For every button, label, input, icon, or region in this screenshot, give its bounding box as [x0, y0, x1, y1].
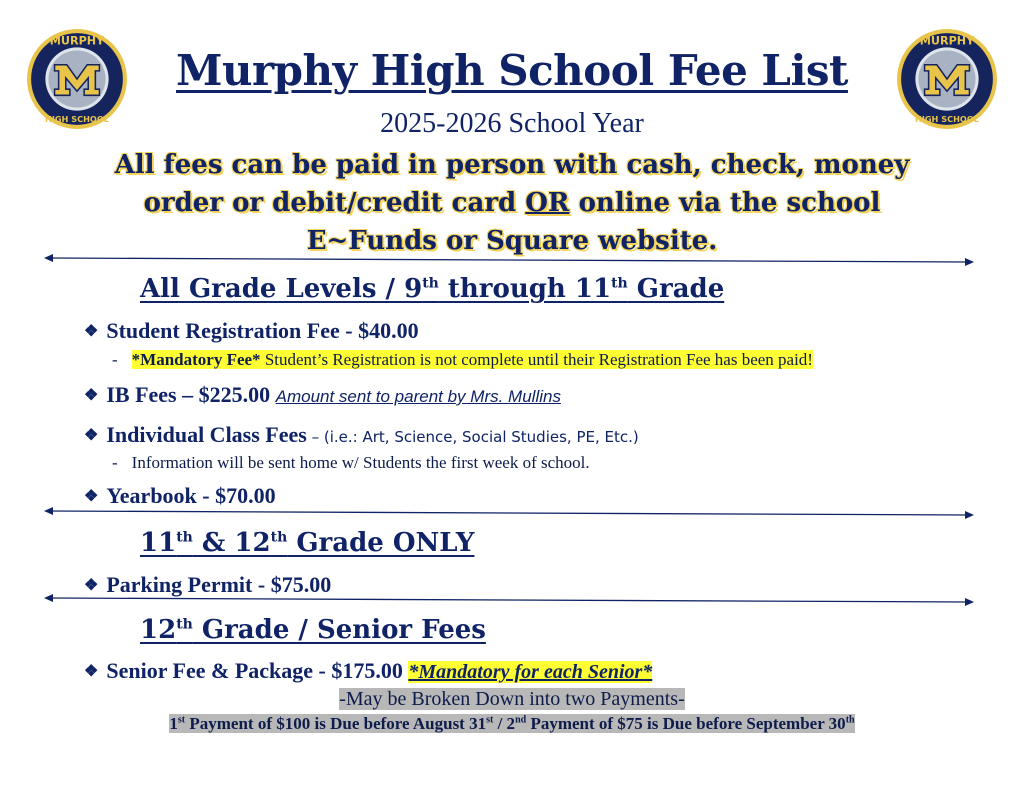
- fee-senior: ❖ Senior Fee & Package - $175.00 *Mandatory for each Senior*: [84, 658, 653, 683]
- section-heading-11-12: 11th & 12th Grade ONLY: [140, 528, 475, 558]
- fee-parking: ❖ Parking Permit - $75.00: [84, 572, 332, 597]
- registration-note: - *Mandatory Fee* Student’s Registration is not complete until their Registration Fee has been paid!: [112, 350, 813, 369]
- svg-text:HIGH SCHOOL: HIGH SCHOOL: [45, 113, 109, 124]
- payment-breakdown: -May be Broken Down into two Payments-: [339, 688, 685, 710]
- diamond-bullet-icon: ❖: [84, 323, 99, 340]
- payment-notice: All fees can be paid in person with cash, check, money order or debit/credit card OR online via the school E~Funds or Square website.: [114, 150, 910, 256]
- diamond-bullet-icon: ❖: [84, 427, 99, 444]
- svg-text:MURPHY: MURPHY: [49, 34, 105, 48]
- diamond-bullet-icon: ❖: [84, 387, 99, 404]
- class-fees-note: - Information will be sent home w/ Students the first week of school.: [112, 453, 590, 472]
- diamond-bullet-icon: ❖: [84, 488, 99, 505]
- diamond-bullet-icon: ❖: [84, 577, 99, 594]
- svg-text:MURPHY: MURPHY: [919, 34, 975, 48]
- divider-arrow: [44, 254, 974, 266]
- page-title: Murphy High School Fee List: [176, 46, 848, 95]
- section-heading-senior: 12th Grade / Senior Fees: [140, 615, 486, 645]
- school-year-subtitle: 2025-2026 School Year: [380, 108, 644, 139]
- fee-ib: ❖ IB Fees – $225.00 Amount sent to parent by Mrs. Mullins: [84, 382, 561, 407]
- senior-mandatory-note: *Mandatory for each Senior*: [408, 661, 653, 683]
- payment-schedule: 1st Payment of $100 is Due before August 31st / 2nd Payment of $75 is Due before September 30th: [169, 714, 855, 733]
- section-heading-all-grades: All Grade Levels / 9th through 11th Grade: [140, 274, 725, 304]
- svg-text:HIGH SCHOOL: HIGH SCHOOL: [915, 113, 979, 124]
- fee-class: ❖ Individual Class Fees – (i.e.: Art, Science, Social Studies, PE, Etc.): [84, 422, 639, 447]
- fee-registration: ❖ Student Registration Fee - $40.00: [84, 318, 419, 343]
- diamond-bullet-icon: ❖: [84, 663, 99, 680]
- fee-yearbook: ❖ Yearbook - $70.00: [84, 483, 276, 508]
